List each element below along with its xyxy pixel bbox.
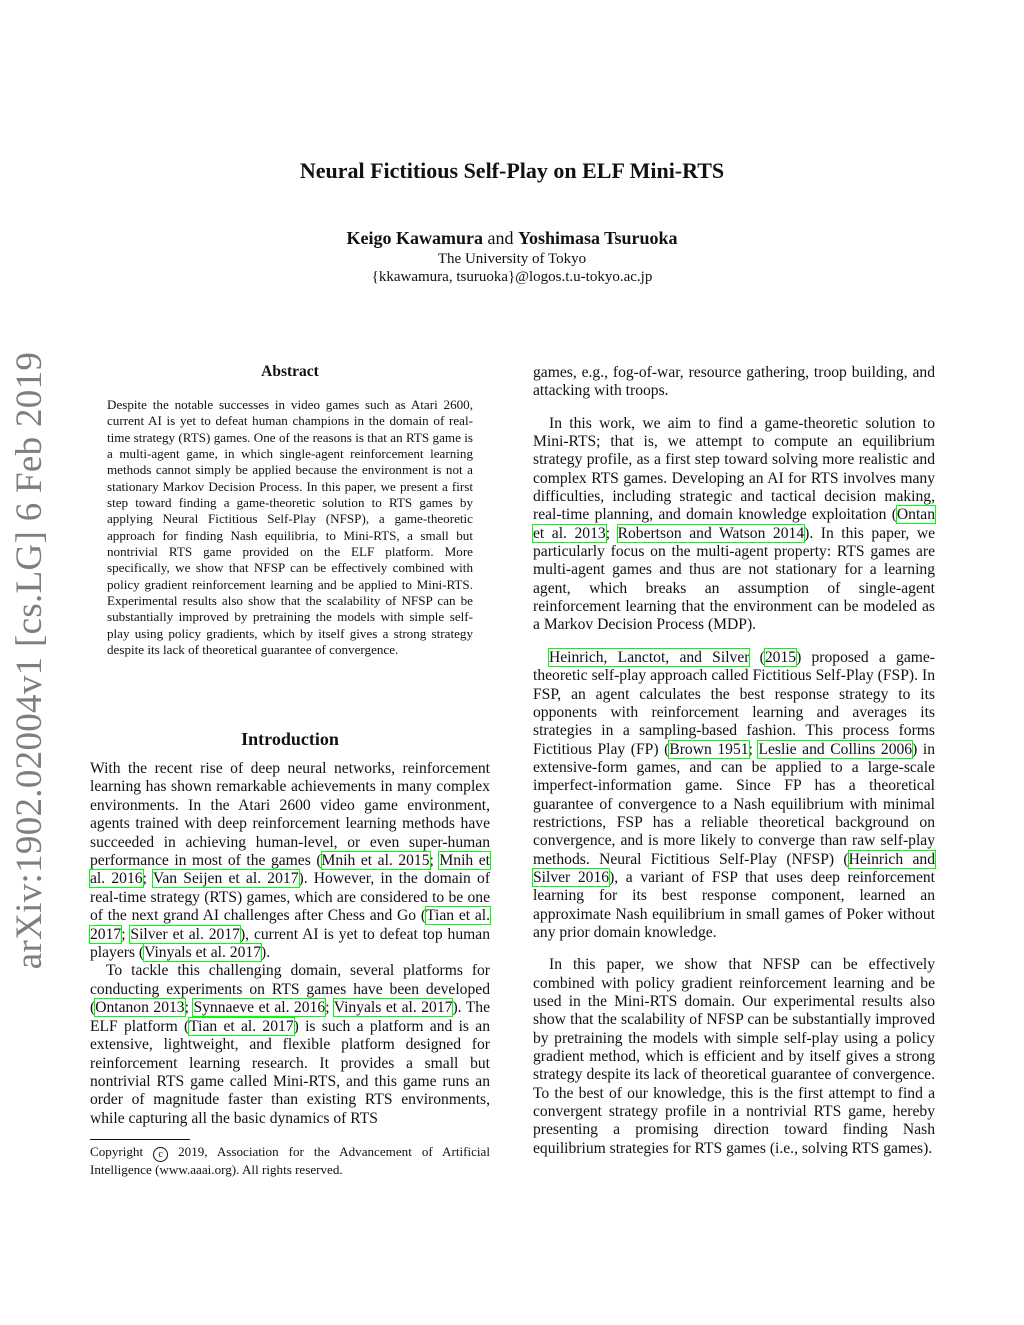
citation-link[interactable]: Mnih et al. 2015 (321, 852, 430, 870)
introduction-body (90, 760, 490, 1128)
introduction-heading: Introduction (241, 729, 339, 749)
abstract-heading: Abstract (261, 363, 319, 380)
arxiv-stamp (2, 351, 58, 969)
citation-link[interactable]: Ontanon 2013 (95, 999, 185, 1017)
citation-link[interactable]: Leslie and Collins 2006 (758, 740, 913, 758)
affiliation: The University of Tokyo (437, 251, 587, 267)
author-name: Keigo Kawamura (346, 228, 483, 248)
affiliation-block (0, 250, 1024, 286)
citation-link[interactable]: Heinrich, Lanctot, and Silver (549, 648, 750, 666)
author-conjunction: and (487, 228, 514, 248)
citation-link[interactable]: 2015 (764, 648, 797, 666)
paragraph: games, e.g., fog-of-war, resource gathering, troop building, and attacking with troops. (533, 364, 935, 400)
citation-link[interactable]: Vinyals et al. 2017 (144, 944, 261, 962)
citation-link[interactable]: Van Seijen et al. 2017 (152, 870, 299, 888)
citation-link[interactable]: Ontan et al. 2013 (533, 506, 935, 542)
citation-link[interactable]: Vinyals et al. 2017 (333, 999, 453, 1017)
paragraph: In this work, we aim to find a game-theoretic solution to Mini-RTS; that is, we attempt to compute an equilibrium strategy profile, as a first step toward solving more realistic and complex RTS games. Developing an AI for RTS involves many difficulties, including strategic and tactical decision making, real-time planning, and domain knowledge exploitation (Ontan et al. 2013; Robertson and Watson 2014). In this paper, we particularly focus on the multi-agent property: RTS games are multi-agent games and thus are not stationary for a learning agent, which breaks an assumption of single-agent reinforcement learning that the environment can be modeled as a Markov Decision Process (MDP). (533, 414, 936, 634)
footnote-rule (90, 1139, 190, 1140)
author-name: Yoshimasa Tsuruoka (517, 228, 678, 248)
paragraph: In this paper, we show that NFSP can be effectively combined with policy gradient reinforcement learning and be used in the Mini-RTS domain. Our experimental results also show that the scalability of NFSP can be substantially improved by pretraining the models with simple self-play using a policy gradient method, which is efficient and by itself gives a strong strategy despite its lack of theoretical guarantee of convergence. To the best of our knowledge, this is the first attempt to find a convergent strategy profile in a nontrivial RTS game, hereby presenting a promising direction toward finding Nash equilibrium strategies for RTS games (i.e., solving RTS games). (533, 956, 935, 1157)
citation-link[interactable]: Mnih et al. 2016 (90, 852, 490, 888)
citation-link[interactable]: Brown 1951 (669, 740, 749, 758)
copyright-footnote: Copyright c 2019, Association for the Advancement of Artificial Intelligence (www.aaai.org). All rights reserved. (90, 1144, 491, 1177)
author-email: {kkawamura, tsuruoka}@logos.t.u-tokyo.ac.jp (371, 269, 653, 285)
copyright-icon: c (153, 1147, 168, 1162)
citation-link[interactable]: Synnaeve et al. 2016 (193, 999, 326, 1017)
arxiv-identifier: arXiv:1902.02004v1 [cs.LG] 6 Feb 2019 (9, 351, 51, 969)
abstract-text: Despite the notable successes in video games such as Atari 2600, current AI is yet to defeat human champions in the domain of real-time strategy (RTS) games. One of the reasons is that an RTS game is a multi-agent game, in which single-agent reinforcement learning methods cannot simply be applied because the environment is not a stationary Markov Decision Process. In this paper, we present a first step toward finding a game-theoretic solution to RTS games by applying Neural Fictitious Self-Play (NFSP), a game-theoretic approach for finding Nash equilibria, to Mini-RTS, a small but nontrivial RTS game provided on the ELF platform. More specifically, we show that NFSP can be effectively combined with policy gradient reinforcement learning and be applied to Mini-RTS. Experimental results also show that the scalability of NFSP can be substantially improved by pretraining the models with simple self-play using policy gradients, which by itself gives a strong strategy despite its lack of theoretical guarantee of convergence. (107, 397, 473, 658)
paragraph: To tackle this challenging domain, several platforms for conducting experiments on RTS games have been developed (Ontanon 2013; Synnaeve et al. 2016; Vinyals et al. 2017). The ELF platform (Tian et al. 2017) is such a platform and is an extensive, lightweight, and flexible platform designed for reinforcement learning research. It provides a small but nontrivial RTS game called Mini-RTS, and this game runs an order of magnitude faster than existing RTS environments, while capturing all the basic dynamics of RTS (90, 962, 490, 1127)
author-line (0, 228, 1024, 249)
right-column (533, 364, 935, 1172)
citation-link[interactable]: Robertson and Watson 2014 (617, 524, 805, 542)
paper-title: Neural Fictitious Self-Play on ELF Mini-RTS (299, 158, 725, 183)
citation-link[interactable]: Tian et al. 2017 (189, 1017, 294, 1035)
paragraph: With the recent rise of deep neural networks, reinforcement learning has shown remarkable achievements in many complex environments. In the Atari 2600 video game environment, agents trained with deep reinforcement learning methods have succeeded in achieving human-level, or even super-human performance in most of the games (Mnih et al. 2015; Mnih et al. 2016; Van Seijen et al. 2017). However, in the domain of real-time strategy (RTS) games, which are considered to be one of the next grand AI challenges after Chess and Go (Tian et al. 2017; Silver et al. 2017), current AI is yet to defeat top human players (Vinyals et al. 2017). (90, 760, 491, 962)
citation-link[interactable]: Tian et al. 2017 (90, 907, 490, 943)
citation-link[interactable]: Heinrich and Silver 2016 (533, 850, 935, 886)
citation-link[interactable]: Silver et al. 2017 (130, 925, 240, 943)
paragraph: Heinrich, Lanctot, and Silver (2015) proposed a game-theoretic self-play approach called Fictitious Self-Play (FSP). In FSP, an agent calculates the best response strategy to its opponents with reinforcement learning and averages its strategies in a sampling-based fashion. This process forms Fictitious Play (FP) (Brown 1951; Leslie and Collins 2006) in extensive-form games, and can be applied to a large-scale imperfect-information game. Since FP has a theoretical guarantee of convergence to a Nash equilibrium with minimal restrictions, FSP has a reliable theoretical background on convergence, and is more likely to converge than raw self-play methods. Neural Fictitious Self-Play (NFSP) (Heinrich and Silver 2016), a variant of FSP that uses deep reinforcement learning for its best response component, learned an approximate Nash equilibrium in small games of Poker without any prior domain knowledge. (533, 648, 935, 941)
